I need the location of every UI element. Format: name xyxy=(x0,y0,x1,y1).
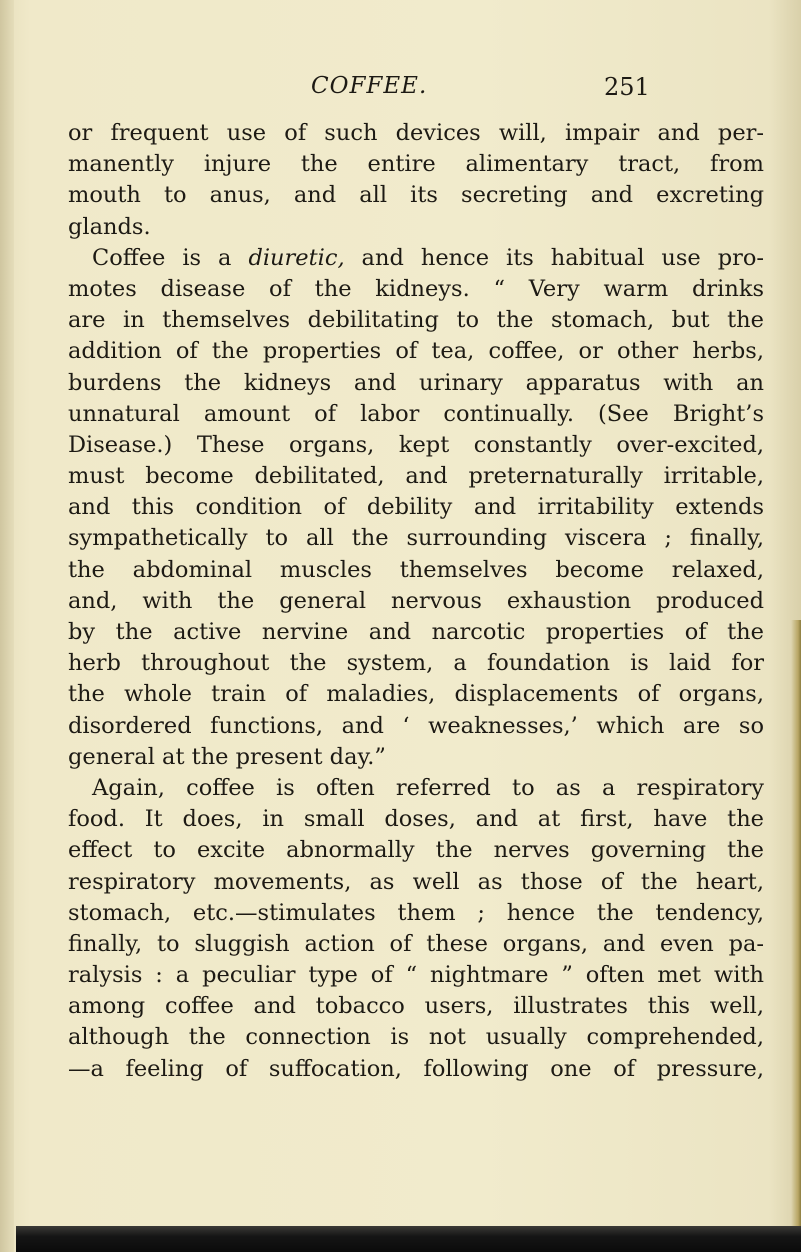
text-line: glands. xyxy=(68,213,151,240)
text-line: ralysis : a peculiar type of “ nightmare ” often met with xyxy=(68,962,764,989)
text-line: by the active nervine and narcotic properties of the xyxy=(68,619,764,645)
page-gutter xyxy=(0,0,14,1252)
text-line: —a feeling of suffocation, following one of pressure, xyxy=(68,1055,764,1082)
scan-bottom-edge xyxy=(16,1226,801,1252)
text-line: although the connection is not usually comprehended, xyxy=(68,1024,764,1051)
text-segment: Coffee is a xyxy=(92,244,249,271)
text-line: herb throughout the system, a foundation is laid for xyxy=(68,650,764,677)
italic-term: diuretic, xyxy=(248,244,345,271)
text-line: the whole train of maladies, displacements of organs, xyxy=(68,681,764,708)
text-line: and this condition of debility and irritability extends xyxy=(68,494,764,521)
running-head xyxy=(0,73,801,103)
text-line: general at the present day.” xyxy=(68,743,386,770)
text-line: finally, to sluggish action of these organs, and even pa- xyxy=(68,930,764,957)
text-line: stomach, etc.—stimulates them ; hence the tendency, xyxy=(68,899,764,926)
text-line: sympathetically to all the surrounding viscera ; finally, xyxy=(68,525,764,552)
text-line: the abdominal muscles themselves become relaxed, xyxy=(68,556,764,583)
text-line: are in themselves debilitating to the stomach, but the xyxy=(68,307,764,334)
text-line: Disease.) These organs, kept constantly over-excited, xyxy=(68,431,764,458)
text-line: respiratory movements, as well as those of the heart, xyxy=(68,868,764,895)
running-head-title: COFFEE. xyxy=(311,73,428,99)
text-line: unnatural amount of labor continually. (See Bright’s xyxy=(68,400,764,427)
body-text xyxy=(68,118,764,1085)
text-line: mouth to anus, and all its secreting and excreting xyxy=(68,182,764,209)
text-line xyxy=(68,243,764,274)
text-line: addition of the properties of tea, coffee, or other herbs, xyxy=(68,338,764,365)
text-line: or frequent use of such devices will, impair and per- xyxy=(68,120,764,146)
page-number: 251 xyxy=(604,73,650,101)
text-line: food. It does, in small doses, and at first, have the xyxy=(68,806,764,833)
text-line: must become debilitated, and preternaturally irritable, xyxy=(68,463,764,490)
text-line: burdens the kidneys and urinary apparatus with an xyxy=(68,369,764,396)
text-line: manently injure the entire alimentary tract, from xyxy=(68,151,764,178)
text-line: effect to excite abnormally the nerves governing the xyxy=(68,837,764,864)
text-line: and, with the general nervous exhaustion produced xyxy=(68,587,764,614)
text-line: among coffee and tobacco users, illustrates this well, xyxy=(68,993,764,1020)
text-segment: and hence its habitual use pro- xyxy=(344,244,764,271)
text-line: disordered functions, and ‘ weaknesses,’ which are so xyxy=(68,712,764,739)
text-line: motes disease of the kidneys. “ Very warm drinks xyxy=(68,275,764,302)
page-edge xyxy=(791,620,801,1252)
text-line: Again, coffee is often referred to as a respiratory xyxy=(92,774,764,801)
